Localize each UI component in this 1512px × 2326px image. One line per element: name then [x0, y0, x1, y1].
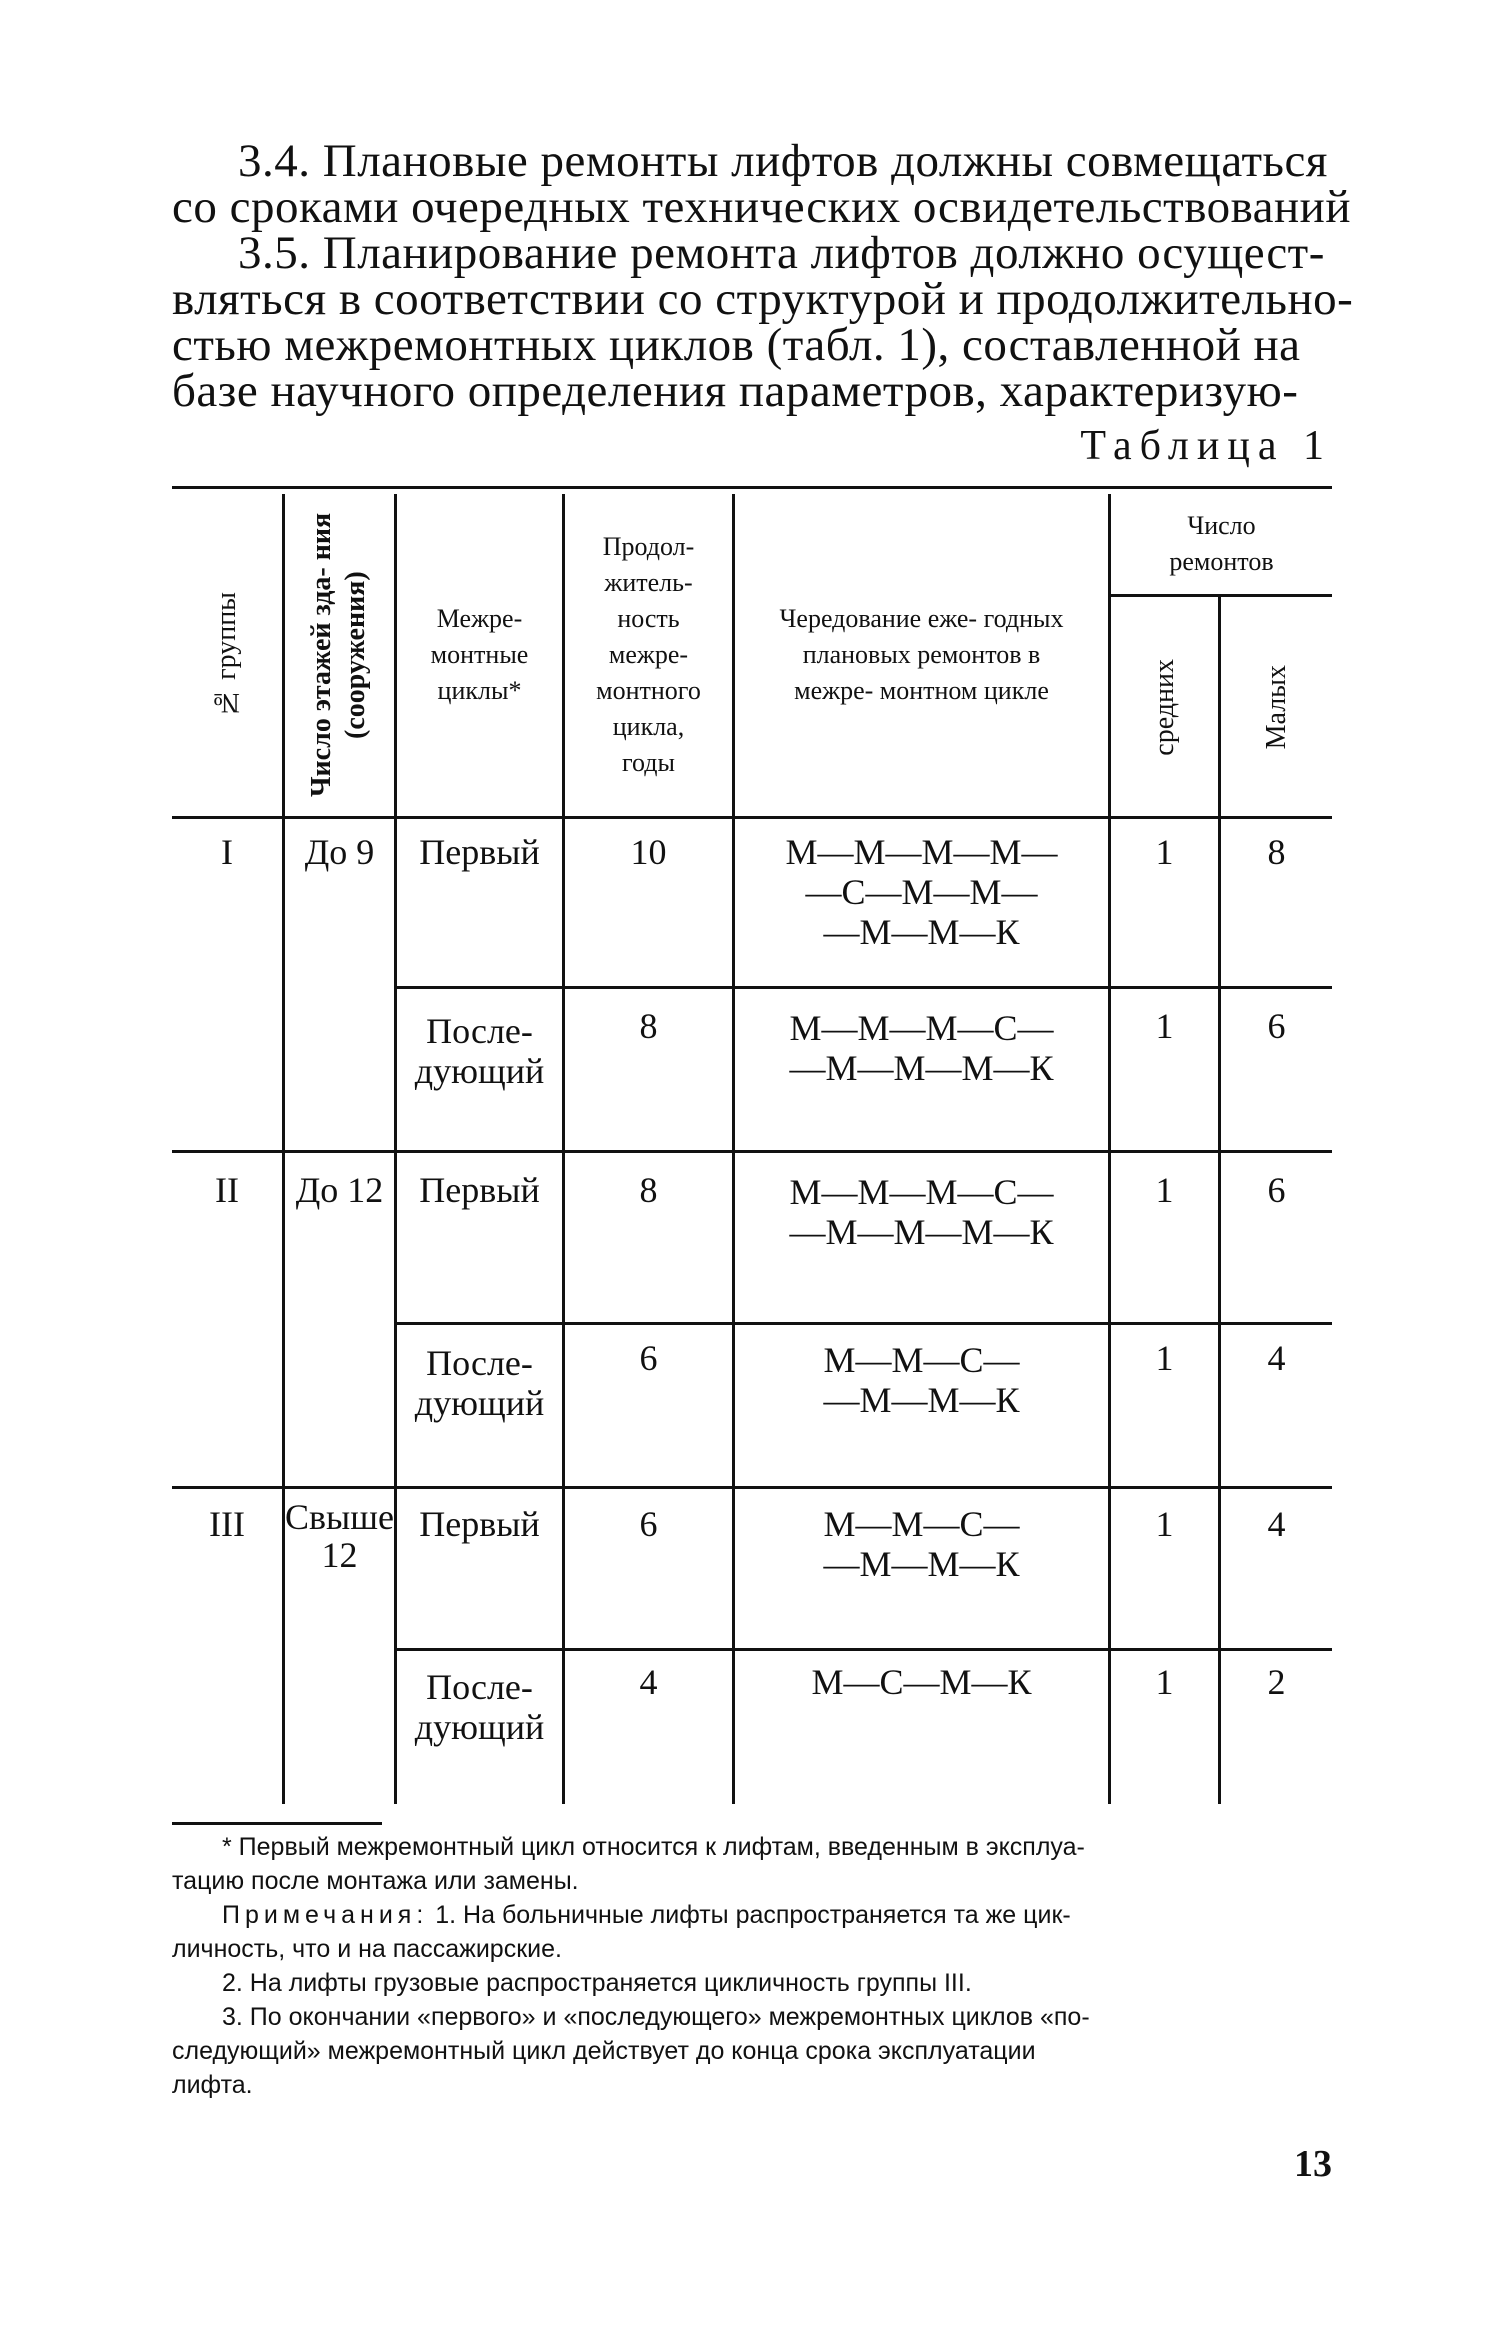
- cell-years: 8: [639, 1170, 658, 1210]
- cell-medium: 1: [1155, 1006, 1174, 1046]
- text-line: вляться в соответствии со структурой и продолжительно-: [172, 273, 1354, 325]
- notes-label: Примечания:: [222, 1901, 429, 1929]
- row-rule: [396, 1648, 1332, 1651]
- cell-medium: 1: [1155, 1338, 1174, 1378]
- note-line: следующий» межремонтный цикл действует до конца срока эксплуатации: [172, 2037, 1036, 2065]
- cell-small: 8: [1267, 832, 1286, 872]
- cell-group: I: [221, 832, 233, 872]
- table-caption: Таблица 1: [1080, 423, 1332, 469]
- cell-sequence: М—С—М—К: [811, 1662, 1032, 1702]
- header-floors: Число этажей зда- ния (сооружения): [305, 512, 371, 798]
- cell-group: III: [209, 1504, 245, 1544]
- header-cycles: Межре- монтные циклы*: [430, 604, 529, 705]
- body-paragraph: [172, 135, 1354, 417]
- note-line: 2. На лифты грузовые распространяется цикличность группы III.: [222, 1969, 972, 1997]
- page-number: 13: [1294, 2143, 1332, 2185]
- cell-floors: До 12: [295, 1170, 384, 1210]
- cell-cycle: Первый: [419, 832, 540, 872]
- table-top-rule: [172, 486, 1332, 489]
- cell-medium: 1: [1155, 1170, 1174, 1210]
- cell-years: 6: [639, 1504, 658, 1544]
- cell-sequence: М—М—М—С— —М—М—М—К: [789, 1008, 1054, 1088]
- cell-cycle: После- дующий: [414, 1343, 545, 1423]
- row-rule: [396, 1322, 1332, 1325]
- repairs-subheader-rule: [1110, 594, 1332, 597]
- cell-small: 4: [1267, 1504, 1286, 1544]
- footnote-rule: [172, 1822, 382, 1825]
- header-alternation: Чередование еже- годных плановых ремонтов в межре- монтном цикле: [779, 604, 1064, 705]
- note-line: личность, что и на пассажирские.: [172, 1935, 562, 1963]
- cell-floors: Свыше 12: [285, 1497, 394, 1575]
- group-rule: [172, 1486, 1332, 1489]
- cell-medium: 1: [1155, 1504, 1174, 1544]
- cell-small: 2: [1267, 1662, 1286, 1702]
- text-line: базе научного определения параметров, характеризую-: [172, 365, 1299, 417]
- text-line: 3.4. Плановые ремонты лифтов должны совмещаться: [238, 135, 1328, 187]
- cell-group: II: [215, 1170, 239, 1210]
- cell-years: 10: [630, 832, 667, 872]
- footnote-line: * Первый межремонтный цикл относится к лифтам, введенным в эксплуа-: [222, 1833, 1085, 1861]
- header-small: Малых: [1260, 664, 1292, 750]
- note-line: лифта.: [172, 2071, 253, 2099]
- cell-years: 6: [639, 1338, 658, 1378]
- repair-cycle-table: [172, 486, 1332, 1804]
- cell-cycle: Первый: [419, 1504, 540, 1544]
- note-line: 3. По окончании «первого» и «последующего» межремонтных циклов «по-: [222, 2003, 1090, 2031]
- header-bottom-rule: [172, 816, 1332, 819]
- note-text: 1. На больничные лифты распространяется та же цик-: [428, 1901, 1071, 1929]
- header-group: № группы: [211, 592, 242, 718]
- header-duration: Продол- житель- ность межре- монтного цикла, годы: [596, 532, 701, 777]
- cell-small: 4: [1267, 1338, 1286, 1378]
- row-rule: [396, 986, 1332, 989]
- text-line: стью межремонтных циклов (табл. 1), составленной на: [172, 319, 1301, 371]
- cell-small: 6: [1267, 1006, 1286, 1046]
- footnotes: [172, 1830, 1332, 2102]
- cell-sequence: М—М—М—М— —С—М—М— —М—М—К: [785, 832, 1058, 952]
- cell-sequence: М—М—С— —М—М—К: [823, 1504, 1020, 1584]
- header-repairs: Число ремонтов: [1169, 511, 1274, 576]
- cell-medium: 1: [1155, 1662, 1174, 1702]
- cell-medium: 1: [1155, 832, 1174, 872]
- note-line: [172, 1898, 1332, 1932]
- footnote-line: тацию после монтажа или замены.: [172, 1867, 579, 1895]
- group-rule: [172, 1150, 1332, 1153]
- cell-years: 8: [639, 1006, 658, 1046]
- cell-small: 6: [1267, 1170, 1286, 1210]
- text-line: 3.5. Планирование ремонта лифтов должно осущест-: [238, 227, 1325, 279]
- cell-cycle: После- дующий: [414, 1667, 545, 1747]
- header-medium: средних: [1148, 658, 1180, 756]
- cell-sequence: М—М—М—С— —М—М—М—К: [789, 1172, 1054, 1252]
- cell-sequence: М—М—С— —М—М—К: [823, 1340, 1020, 1420]
- cell-cycle: После- дующий: [414, 1011, 545, 1091]
- text-line: со сроками очередных технических освидетельствований: [172, 181, 1351, 233]
- cell-floors: До 9: [304, 832, 375, 872]
- cell-cycle: Первый: [419, 1170, 540, 1210]
- cell-years: 4: [639, 1662, 658, 1702]
